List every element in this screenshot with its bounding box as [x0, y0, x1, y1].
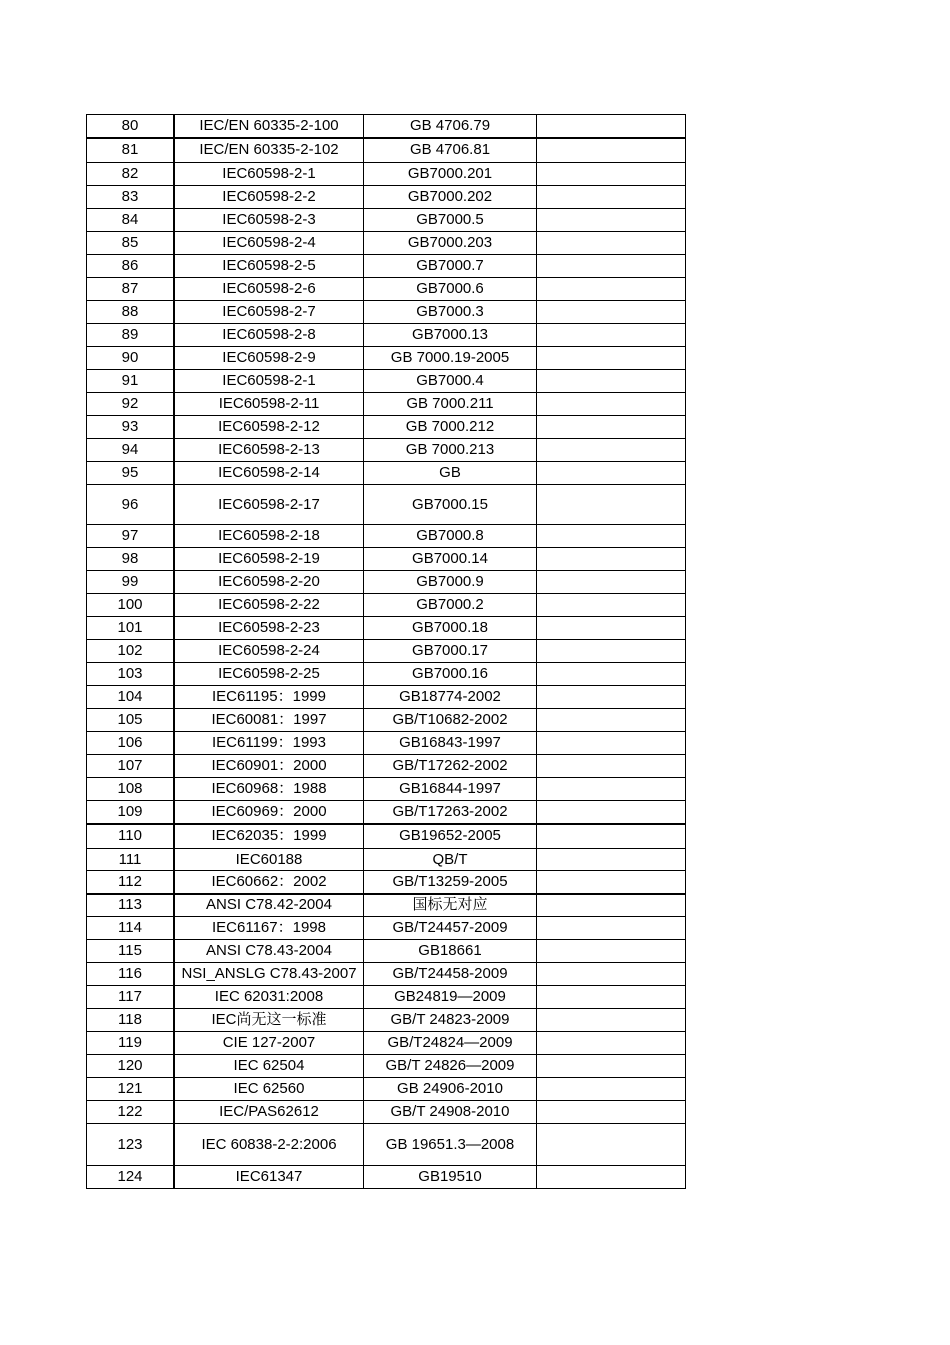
gb-standard-cell: GB7000.18	[364, 617, 537, 640]
gb-standard-cell: GB7000.3	[364, 301, 537, 324]
table-row	[87, 255, 686, 278]
note-cell	[537, 1078, 686, 1101]
row-number-cell: 107	[87, 755, 175, 778]
gb-standard-cell: GB7000.9	[364, 571, 537, 594]
iec-standard-cell: IEC/EN 60335-2-102	[174, 138, 364, 163]
row-number-cell: 81	[87, 138, 175, 163]
gb-standard-cell: GB 7000.19-2005	[364, 347, 537, 370]
iec-standard-cell: IEC尚无这一标准	[174, 1009, 364, 1032]
iec-standard-cell: IEC60598-2-2	[174, 186, 364, 209]
table-row	[87, 571, 686, 594]
iec-standard-cell: ANSI C78.42-2004	[174, 894, 364, 917]
note-cell	[537, 778, 686, 801]
gb-standard-cell: GB7000.6	[364, 278, 537, 301]
table-row	[87, 1166, 686, 1189]
iec-standard-cell: IEC60598-2-11	[174, 393, 364, 416]
iec-standard-cell: IEC60598-2-4	[174, 232, 364, 255]
row-number-cell: 80	[87, 115, 175, 138]
row-number-cell: 115	[87, 940, 175, 963]
row-number-cell: 114	[87, 917, 175, 940]
iec-standard-cell: IEC/EN 60335-2-100	[174, 115, 364, 138]
gb-standard-cell: GB24819—2009	[364, 986, 537, 1009]
iec-standard-cell: IEC60598-2-17	[174, 485, 364, 525]
row-number-cell: 117	[87, 986, 175, 1009]
row-number-cell: 94	[87, 439, 175, 462]
note-cell	[537, 525, 686, 548]
row-number-cell: 110	[87, 824, 175, 849]
gb-standard-cell: GB19652-2005	[364, 824, 537, 849]
iec-standard-cell: IEC60081：1997	[174, 709, 364, 732]
note-cell	[537, 732, 686, 755]
iec-standard-cell: IEC 62031:2008	[174, 986, 364, 1009]
note-cell	[537, 940, 686, 963]
gb-standard-cell: GB 24906-2010	[364, 1078, 537, 1101]
iec-standard-cell: IEC60598-2-25	[174, 663, 364, 686]
note-cell	[537, 755, 686, 778]
gb-standard-cell: GB/T24824—2009	[364, 1032, 537, 1055]
note-cell	[537, 801, 686, 824]
note-cell	[537, 1009, 686, 1032]
note-cell	[537, 301, 686, 324]
table-row	[87, 917, 686, 940]
note-cell	[537, 416, 686, 439]
table-row	[87, 686, 686, 709]
gb-standard-cell: GB16844-1997	[364, 778, 537, 801]
gb-standard-cell: GB7000.2	[364, 594, 537, 617]
row-number-cell: 102	[87, 640, 175, 663]
iec-standard-cell: IEC60598-2-3	[174, 209, 364, 232]
row-number-cell: 118	[87, 1009, 175, 1032]
row-number-cell: 88	[87, 301, 175, 324]
row-number-cell: 96	[87, 485, 175, 525]
row-number-cell: 98	[87, 548, 175, 571]
gb-standard-cell: GB/T 24826—2009	[364, 1055, 537, 1078]
note-cell	[537, 709, 686, 732]
gb-standard-cell: GB/T10682-2002	[364, 709, 537, 732]
note-cell	[537, 594, 686, 617]
row-number-cell: 111	[87, 849, 175, 871]
row-number-cell: 92	[87, 393, 175, 416]
gb-standard-cell: GB7000.15	[364, 485, 537, 525]
note-cell	[537, 986, 686, 1009]
iec-standard-cell: IEC60598-2-1	[174, 163, 364, 186]
note-cell	[537, 393, 686, 416]
iec-standard-cell: IEC60598-2-13	[174, 439, 364, 462]
note-cell	[537, 963, 686, 986]
note-cell	[537, 663, 686, 686]
gb-standard-cell: GB7000.14	[364, 548, 537, 571]
note-cell	[537, 278, 686, 301]
iec-standard-cell: ANSI C78.43-2004	[174, 940, 364, 963]
gb-standard-cell: GB7000.16	[364, 663, 537, 686]
gb-standard-cell: GB/T24457-2009	[364, 917, 537, 940]
iec-standard-cell: IEC60598-2-7	[174, 301, 364, 324]
gb-standard-cell: GB7000.4	[364, 370, 537, 393]
iec-standard-cell: IEC60598-2-1	[174, 370, 364, 393]
gb-standard-cell: GB7000.7	[364, 255, 537, 278]
table-row	[87, 370, 686, 393]
iec-standard-cell: IEC60598-2-19	[174, 548, 364, 571]
table-row	[87, 186, 686, 209]
table-row	[87, 940, 686, 963]
table-row	[87, 1124, 686, 1166]
note-cell	[537, 686, 686, 709]
table-row	[87, 1101, 686, 1124]
note-cell	[537, 115, 686, 138]
row-number-cell: 103	[87, 663, 175, 686]
iec-standard-cell: IEC60969：2000	[174, 801, 364, 824]
iec-standard-cell: CIE 127-2007	[174, 1032, 364, 1055]
gb-standard-cell: GB7000.5	[364, 209, 537, 232]
note-cell	[537, 871, 686, 894]
table-row	[87, 115, 686, 138]
note-cell	[537, 1032, 686, 1055]
gb-standard-cell: 国标无对应	[364, 894, 537, 917]
table-row	[87, 963, 686, 986]
note-cell	[537, 186, 686, 209]
table-row	[87, 732, 686, 755]
gb-standard-cell: GB/T13259-2005	[364, 871, 537, 894]
iec-standard-cell: IEC61167：1998	[174, 917, 364, 940]
note-cell	[537, 849, 686, 871]
row-number-cell: 104	[87, 686, 175, 709]
row-number-cell: 83	[87, 186, 175, 209]
note-cell	[537, 640, 686, 663]
iec-standard-cell: IEC60598-2-6	[174, 278, 364, 301]
gb-standard-cell: GB/T 24823-2009	[364, 1009, 537, 1032]
table-row	[87, 324, 686, 347]
gb-standard-cell: GB/T17263-2002	[364, 801, 537, 824]
gb-standard-cell: GB 19651.3—2008	[364, 1124, 537, 1166]
row-number-cell: 93	[87, 416, 175, 439]
note-cell	[537, 370, 686, 393]
gb-standard-cell: GB 4706.81	[364, 138, 537, 163]
gb-standard-cell: GB7000.203	[364, 232, 537, 255]
gb-standard-cell: GB7000.17	[364, 640, 537, 663]
row-number-cell: 100	[87, 594, 175, 617]
row-number-cell: 123	[87, 1124, 175, 1166]
note-cell	[537, 255, 686, 278]
table-row	[87, 824, 686, 849]
gb-standard-cell: GB/T 24908-2010	[364, 1101, 537, 1124]
iec-standard-cell: IEC60901：2000	[174, 755, 364, 778]
table-row	[87, 278, 686, 301]
iec-standard-cell: IEC60598-2-23	[174, 617, 364, 640]
note-cell	[537, 324, 686, 347]
table-row	[87, 663, 686, 686]
table-row	[87, 163, 686, 186]
row-number-cell: 108	[87, 778, 175, 801]
gb-standard-cell: GB7000.202	[364, 186, 537, 209]
gb-standard-cell: GB18661	[364, 940, 537, 963]
table-row	[87, 301, 686, 324]
iec-standard-cell: IEC60968：1988	[174, 778, 364, 801]
gb-standard-cell: GB/T24458-2009	[364, 963, 537, 986]
iec-standard-cell: IEC60598-2-5	[174, 255, 364, 278]
table-row	[87, 594, 686, 617]
iec-standard-cell: IEC60598-2-20	[174, 571, 364, 594]
iec-standard-cell: IEC/PAS62612	[174, 1101, 364, 1124]
row-number-cell: 113	[87, 894, 175, 917]
iec-standard-cell: IEC 60838-2-2:2006	[174, 1124, 364, 1166]
note-cell	[537, 548, 686, 571]
note-cell	[537, 571, 686, 594]
gb-standard-cell: GB	[364, 462, 537, 485]
iec-standard-cell: IEC60188	[174, 849, 364, 871]
table-row	[87, 347, 686, 370]
iec-standard-cell: IEC62035：1999	[174, 824, 364, 849]
iec-standard-cell: IEC60598-2-12	[174, 416, 364, 439]
row-number-cell: 105	[87, 709, 175, 732]
table-row	[87, 209, 686, 232]
table-row	[87, 709, 686, 732]
table-row	[87, 640, 686, 663]
row-number-cell: 121	[87, 1078, 175, 1101]
row-number-cell: 95	[87, 462, 175, 485]
row-number-cell: 89	[87, 324, 175, 347]
row-number-cell: 124	[87, 1166, 175, 1189]
iec-standard-cell: IEC60598-2-8	[174, 324, 364, 347]
note-cell	[537, 1166, 686, 1189]
note-cell	[537, 439, 686, 462]
note-cell	[537, 824, 686, 849]
table-row	[87, 755, 686, 778]
table-row	[87, 138, 686, 163]
row-number-cell: 101	[87, 617, 175, 640]
gb-standard-cell: GB18774-2002	[364, 686, 537, 709]
note-cell	[537, 617, 686, 640]
table-row	[87, 986, 686, 1009]
table-row	[87, 439, 686, 462]
table-row	[87, 393, 686, 416]
gb-standard-cell: QB/T	[364, 849, 537, 871]
table-row	[87, 801, 686, 824]
gb-standard-cell: GB 7000.212	[364, 416, 537, 439]
iec-standard-cell: IEC60598-2-18	[174, 525, 364, 548]
note-cell	[537, 209, 686, 232]
row-number-cell: 97	[87, 525, 175, 548]
gb-standard-cell: GB 7000.211	[364, 393, 537, 416]
note-cell	[537, 138, 686, 163]
iec-standard-cell: IEC60598-2-22	[174, 594, 364, 617]
row-number-cell: 85	[87, 232, 175, 255]
note-cell	[537, 347, 686, 370]
note-cell	[537, 462, 686, 485]
row-number-cell: 91	[87, 370, 175, 393]
row-number-cell: 106	[87, 732, 175, 755]
row-number-cell: 84	[87, 209, 175, 232]
gb-standard-cell: GB16843-1997	[364, 732, 537, 755]
table-row	[87, 416, 686, 439]
gb-standard-cell: GB7000.201	[364, 163, 537, 186]
table-row	[87, 849, 686, 871]
table-row	[87, 1055, 686, 1078]
table-row	[87, 548, 686, 571]
note-cell	[537, 485, 686, 525]
note-cell	[537, 917, 686, 940]
standards-table	[86, 114, 686, 1189]
gb-standard-cell: GB19510	[364, 1166, 537, 1189]
standards-table-body	[87, 115, 686, 1189]
iec-standard-cell: IEC60598-2-14	[174, 462, 364, 485]
gb-standard-cell: GB7000.13	[364, 324, 537, 347]
gb-standard-cell: GB 4706.79	[364, 115, 537, 138]
gb-standard-cell: GB 7000.213	[364, 439, 537, 462]
table-row	[87, 617, 686, 640]
table-row	[87, 871, 686, 894]
iec-standard-cell: IEC 62504	[174, 1055, 364, 1078]
table-row	[87, 232, 686, 255]
row-number-cell: 120	[87, 1055, 175, 1078]
row-number-cell: 116	[87, 963, 175, 986]
table-row	[87, 525, 686, 548]
iec-standard-cell: IEC61347	[174, 1166, 364, 1189]
iec-standard-cell: IEC61195：1999	[174, 686, 364, 709]
note-cell	[537, 1055, 686, 1078]
gb-standard-cell: GB7000.8	[364, 525, 537, 548]
iec-standard-cell: NSI_ANSLG C78.43-2007	[174, 963, 364, 986]
table-row	[87, 1078, 686, 1101]
note-cell	[537, 894, 686, 917]
note-cell	[537, 1101, 686, 1124]
iec-standard-cell: IEC60598-2-9	[174, 347, 364, 370]
table-row	[87, 1009, 686, 1032]
iec-standard-cell: IEC60598-2-24	[174, 640, 364, 663]
row-number-cell: 109	[87, 801, 175, 824]
row-number-cell: 122	[87, 1101, 175, 1124]
note-cell	[537, 1124, 686, 1166]
gb-standard-cell: GB/T17262-2002	[364, 755, 537, 778]
row-number-cell: 82	[87, 163, 175, 186]
row-number-cell: 86	[87, 255, 175, 278]
table-row	[87, 462, 686, 485]
table-row	[87, 1032, 686, 1055]
note-cell	[537, 163, 686, 186]
note-cell	[537, 232, 686, 255]
iec-standard-cell: IEC60662：2002	[174, 871, 364, 894]
standards-table-wrapper	[86, 114, 686, 1189]
table-row	[87, 894, 686, 917]
row-number-cell: 87	[87, 278, 175, 301]
table-row	[87, 778, 686, 801]
row-number-cell: 119	[87, 1032, 175, 1055]
iec-standard-cell: IEC61199：1993	[174, 732, 364, 755]
table-row	[87, 485, 686, 525]
row-number-cell: 112	[87, 871, 175, 894]
row-number-cell: 90	[87, 347, 175, 370]
row-number-cell: 99	[87, 571, 175, 594]
iec-standard-cell: IEC 62560	[174, 1078, 364, 1101]
